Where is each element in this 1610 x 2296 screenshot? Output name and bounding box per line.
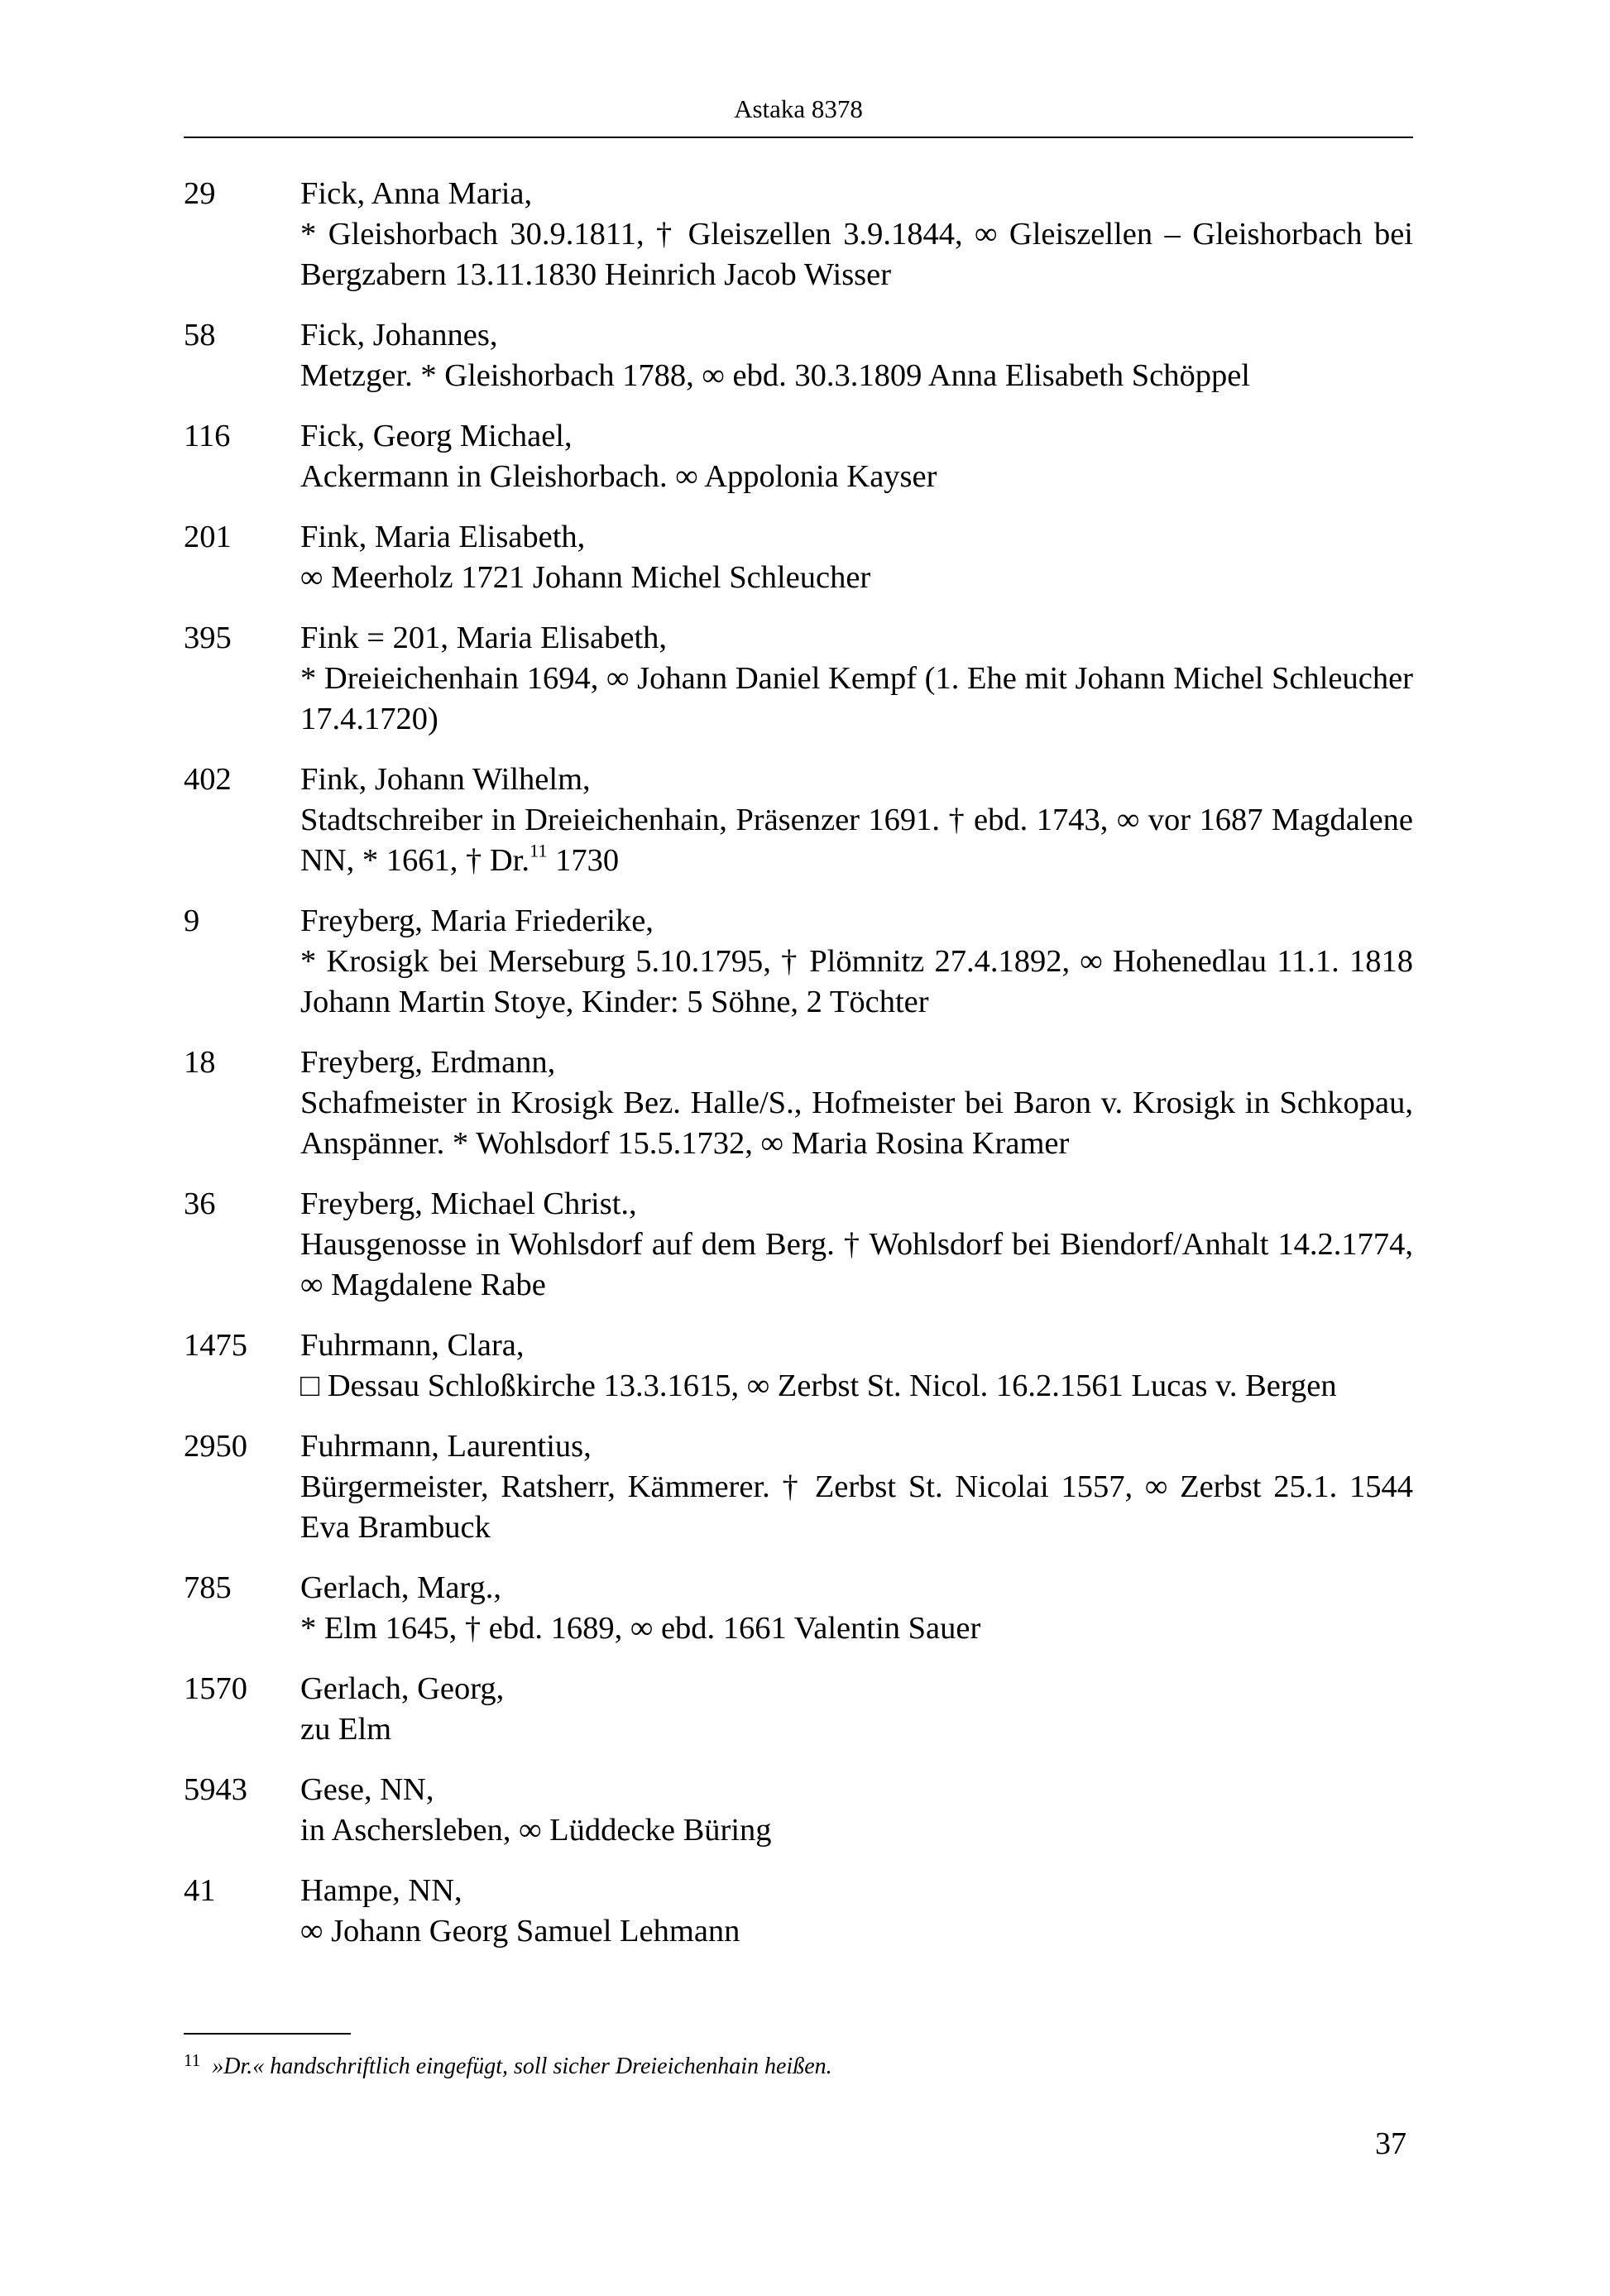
person-detail: Metzger. * Gleishorbach 1788, ∞ ebd. 30.3.1809 Anna Elisabeth Schöppel — [300, 358, 1251, 393]
genealogy-entry — [184, 1669, 1413, 1750]
ancestor-number: 785 — [184, 1570, 232, 1605]
detail-text: Stadtschreiber in Dreieichenhain, Präsenzer 1691. † ebd. 1743, ∞ vor 1687 Magdalene NN, * 1661, † Dr. — [300, 803, 1413, 878]
person-name: Fink, Maria Elisabeth, — [300, 520, 586, 554]
footnote — [184, 2045, 1413, 2082]
ancestor-number: 36 — [184, 1186, 216, 1221]
entry-body — [300, 1426, 1413, 1548]
detail-text-continued: 1730 — [547, 843, 620, 878]
person-name: Fuhrmann, Clara, — [300, 1328, 525, 1363]
genealogy-entry — [184, 1770, 1413, 1851]
entry-body — [300, 1871, 1413, 1952]
genealogy-entry — [184, 1325, 1413, 1407]
person-name: Fick, Anna Maria, — [300, 176, 533, 211]
entry-body — [300, 1669, 1413, 1750]
genealogy-entry — [184, 1043, 1413, 1164]
genealogy-entry — [184, 315, 1413, 396]
entry-body — [300, 760, 1413, 881]
person-name: Freyberg, Maria Friederike, — [300, 904, 654, 938]
ancestor-number: 2950 — [184, 1429, 247, 1464]
person-name: Fick, Johannes, — [300, 318, 498, 352]
person-detail: ∞ Meerholz 1721 Johann Michel Schleucher — [300, 560, 871, 595]
entry-body — [300, 1770, 1413, 1851]
genealogy-entry — [184, 901, 1413, 1023]
person-detail: Ackermann in Gleishorbach. ∞ Appolonia Kayser — [300, 459, 937, 494]
person-detail: Schafmeister in Krosigk Bez. Halle/S., Hofmeister bei Baron v. Krosigk in Schkopau, Anspänner. * Wohlsdorf 15.5.1732, ∞ Maria Rosina Kramer — [300, 1086, 1413, 1161]
genealogy-entry — [184, 618, 1413, 740]
person-name: Gerlach, Marg., — [300, 1570, 502, 1605]
person-detail: * Krosigk bei Merseburg 5.10.1795, † Plömnitz 27.4.1892, ∞ Hohenedlau 11.1. 1818 Johann Martin Stoye, Kinder: 5 Söhne, 2 Töchter — [300, 944, 1413, 1019]
person-detail: ∞ Johann Georg Samuel Lehmann — [300, 1914, 740, 1948]
person-detail: □ Dessau Schloßkirche 13.3.1615, ∞ Zerbst St. Nicol. 16.2.1561 Lucas v. Bergen — [300, 1368, 1337, 1403]
ancestor-number: 395 — [184, 621, 232, 655]
ancestor-number: 1570 — [184, 1671, 247, 1706]
person-detail: * Dreieichenhain 1694, ∞ Johann Daniel Kempf (1. Ehe mit Johann Michel Schleucher 17.4.1720) — [300, 661, 1413, 736]
person-name: Fuhrmann, Laurentius, — [300, 1429, 592, 1464]
genealogy-entry — [184, 517, 1413, 598]
footnote-number: 11 — [184, 2050, 201, 2070]
entry-body — [300, 1325, 1413, 1407]
person-detail: in Aschersleben, ∞ Lüddecke Büring — [300, 1813, 772, 1848]
ancestor-number: 5943 — [184, 1772, 247, 1807]
header-rule — [184, 137, 1413, 138]
person-name: Freyberg, Michael Christ., — [300, 1186, 637, 1221]
person-name: Fink, Johann Wilhelm, — [300, 762, 591, 797]
entry-body — [300, 1184, 1413, 1306]
person-name: Fick, Georg Michael, — [300, 419, 573, 453]
genealogy-entry — [184, 1184, 1413, 1306]
ancestor-number: 1475 — [184, 1328, 247, 1363]
genealogy-entry — [184, 1568, 1413, 1649]
ancestor-number: 18 — [184, 1045, 216, 1080]
entry-body — [300, 174, 1413, 295]
ancestor-number: 201 — [184, 520, 232, 554]
page-number: 37 — [1375, 2126, 1406, 2161]
ancestor-number: 402 — [184, 762, 232, 797]
person-name: Freyberg, Erdmann, — [300, 1045, 556, 1080]
person-detail: * Elm 1645, † ebd. 1689, ∞ ebd. 1661 Valentin Sauer — [300, 1611, 981, 1646]
ancestor-number: 116 — [184, 419, 231, 453]
person-detail: * Gleishorbach 30.9.1811, † Gleiszellen 3.9.1844, ∞ Gleiszellen – Gleishorbach bei Bergzabern 13.11.1830 Heinrich Jacob Wisser — [300, 217, 1413, 292]
footnote-text: »Dr.« handschriftlich eingefügt, soll sicher Dreieichenhain heißen. — [212, 2054, 832, 2079]
person-name: Hampe, NN, — [300, 1873, 462, 1908]
person-detail: Hausgenosse in Wohlsdorf auf dem Berg. † Wohlsdorf bei Biendorf/Anhalt 14.2.1774, ∞ Magdalene Rabe — [300, 1227, 1413, 1302]
footnote-rule — [184, 2033, 351, 2035]
entry-body — [300, 517, 1413, 598]
entry-body — [300, 1568, 1413, 1649]
ancestor-number: 41 — [184, 1873, 216, 1908]
entry-body — [300, 416, 1413, 497]
person-name: Fink = 201, Maria Elisabeth, — [300, 621, 668, 655]
running-title: Astaka 8378 — [734, 94, 863, 123]
genealogy-entry — [184, 174, 1413, 295]
genealogy-entry-list — [184, 174, 1413, 1972]
genealogy-entry — [184, 1426, 1413, 1548]
entry-body — [300, 618, 1413, 740]
person-detail: Bürgermeister, Ratsherr, Kämmerer. † Zerbst St. Nicolai 1557, ∞ Zerbst 25.1. 1544 Eva Brambuck — [300, 1469, 1413, 1545]
person-detail: zu Elm — [300, 1712, 392, 1747]
person-name: Gese, NN, — [300, 1772, 434, 1807]
person-name: Gerlach, Georg, — [300, 1671, 505, 1706]
entry-body — [300, 315, 1413, 396]
genealogy-entry — [184, 760, 1413, 881]
genealogy-entry — [184, 1871, 1413, 1952]
entry-body — [300, 901, 1413, 1023]
footnote-reference[interactable]: 11 — [529, 840, 548, 861]
ancestor-number: 58 — [184, 318, 216, 352]
entry-body — [300, 1043, 1413, 1164]
ancestor-number: 29 — [184, 176, 216, 211]
genealogy-entry — [184, 416, 1413, 497]
ancestor-number: 9 — [184, 904, 200, 938]
person-detail — [300, 800, 1413, 881]
